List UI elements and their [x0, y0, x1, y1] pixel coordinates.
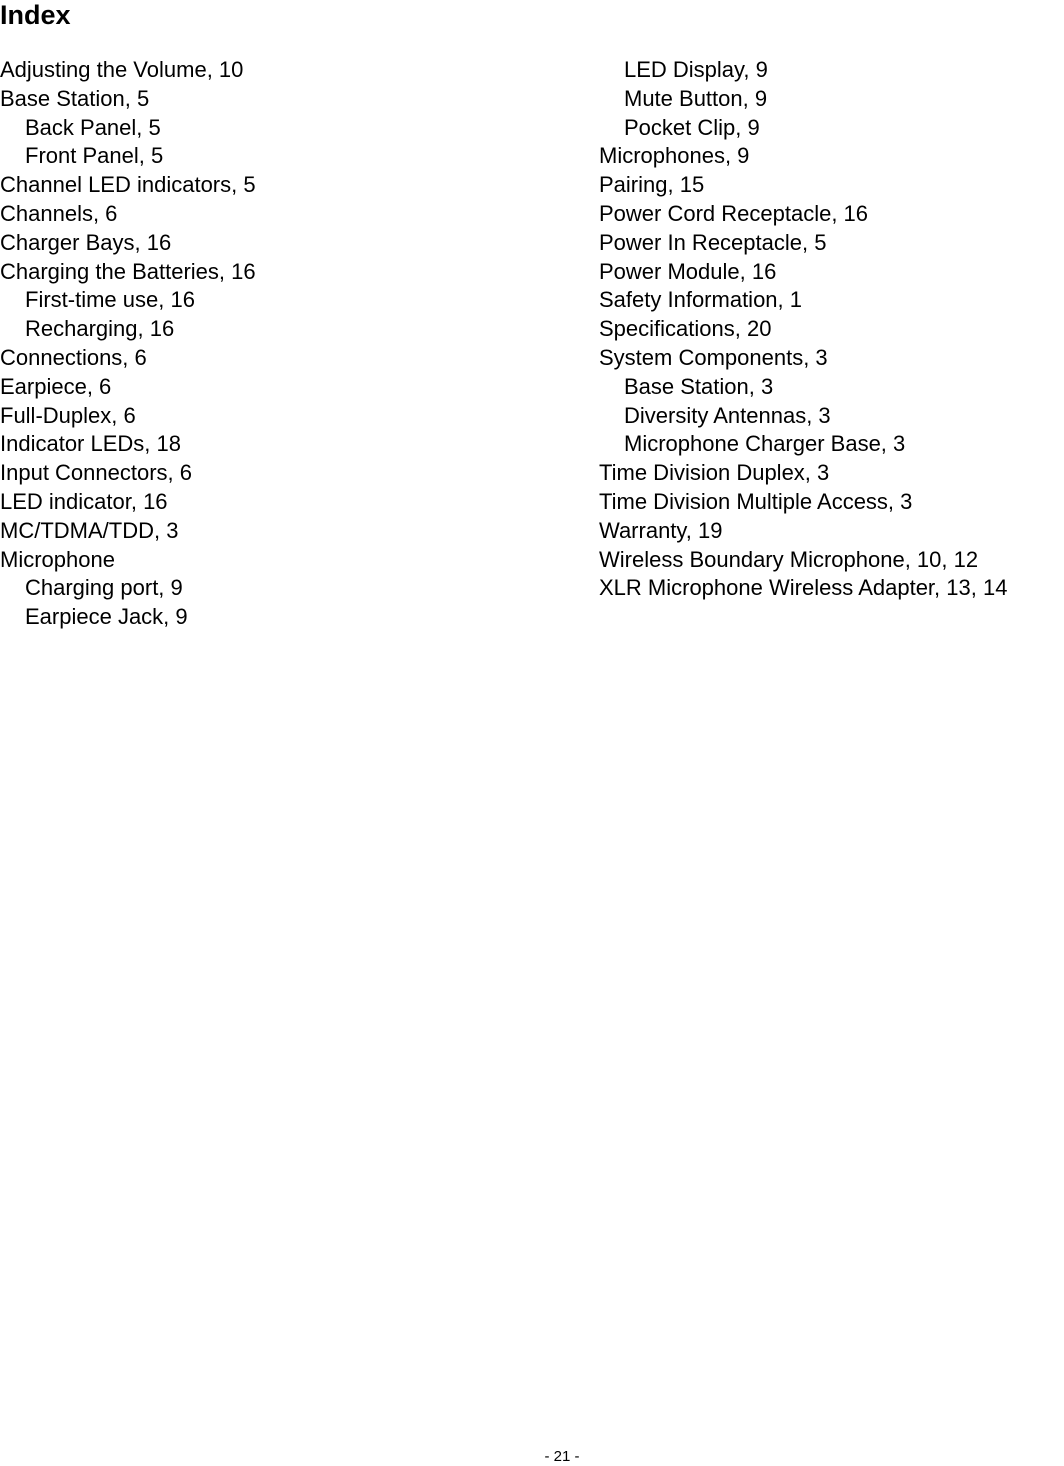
index-entry: LED indicator, 16 — [0, 488, 168, 514]
index-entry: Microphone — [0, 546, 115, 572]
index-column-left — [0, 56, 256, 632]
index-subentry: Front Panel, 5 — [25, 143, 164, 169]
index-entry: Earpiece, 6 — [0, 373, 112, 399]
index-entry: Pairing, 15 — [599, 172, 705, 198]
page-number: - 21 - — [544, 1448, 580, 1465]
index-subentry: Diversity Antennas, 3 — [624, 402, 831, 428]
index-subentry: Earpiece Jack, 9 — [25, 604, 188, 630]
index-entry: Full-Duplex, 6 — [0, 402, 136, 428]
index-entry: MC/TDMA/TDD, 3 — [0, 517, 179, 543]
index-entry: Power In Receptacle, 5 — [599, 229, 827, 255]
index-entry: Charger Bays, 16 — [0, 229, 172, 255]
index-entry: Input Connectors, 6 — [0, 460, 193, 486]
index-entry: Indicator LEDs, 18 — [0, 431, 181, 457]
index-entry: Warranty, 19 — [599, 517, 723, 543]
index-subentry: Mute Button, 9 — [624, 85, 768, 111]
page-title: Index — [0, 0, 71, 30]
index-entry: Power Module, 16 — [599, 258, 777, 284]
index-entry: Time Division Duplex, 3 — [599, 460, 830, 486]
index-subentry: Charging port, 9 — [25, 575, 183, 601]
index-subentry: Base Station, 3 — [624, 373, 774, 399]
index-subentry: Pocket Clip, 9 — [624, 114, 760, 140]
index-entry: Power Cord Receptacle, 16 — [599, 200, 869, 226]
index-entry: Wireless Boundary Microphone, 10, 12 — [599, 546, 979, 572]
index-entry: Channel LED indicators, 5 — [0, 172, 256, 198]
index-entry: Microphones, 9 — [599, 143, 750, 169]
index-subentry: Microphone Charger Base, 3 — [624, 431, 906, 457]
index-entry: Channels, 6 — [0, 200, 118, 226]
index-entry: Charging the Batteries, 16 — [0, 258, 256, 284]
index-entry: Connections, 6 — [0, 344, 147, 370]
index-entry: XLR Microphone Wireless Adapter, 13, 14 — [599, 575, 1008, 601]
index-subentry: LED Display, 9 — [624, 57, 768, 82]
index-entry: System Components, 3 — [599, 344, 828, 370]
index-subentry: Back Panel, 5 — [25, 114, 161, 140]
index-entry: Base Station, 5 — [0, 85, 150, 111]
index-subentry: Recharging, 16 — [25, 316, 175, 342]
index-column-right — [599, 56, 1007, 603]
index-entry: Safety Information, 1 — [599, 287, 802, 313]
index-entry: Adjusting the Volume, 10 — [0, 57, 244, 82]
index-entry: Specifications, 20 — [599, 316, 772, 342]
index-entry: Time Division Multiple Access, 3 — [599, 488, 913, 514]
index-subentry: First-time use, 16 — [25, 287, 195, 313]
